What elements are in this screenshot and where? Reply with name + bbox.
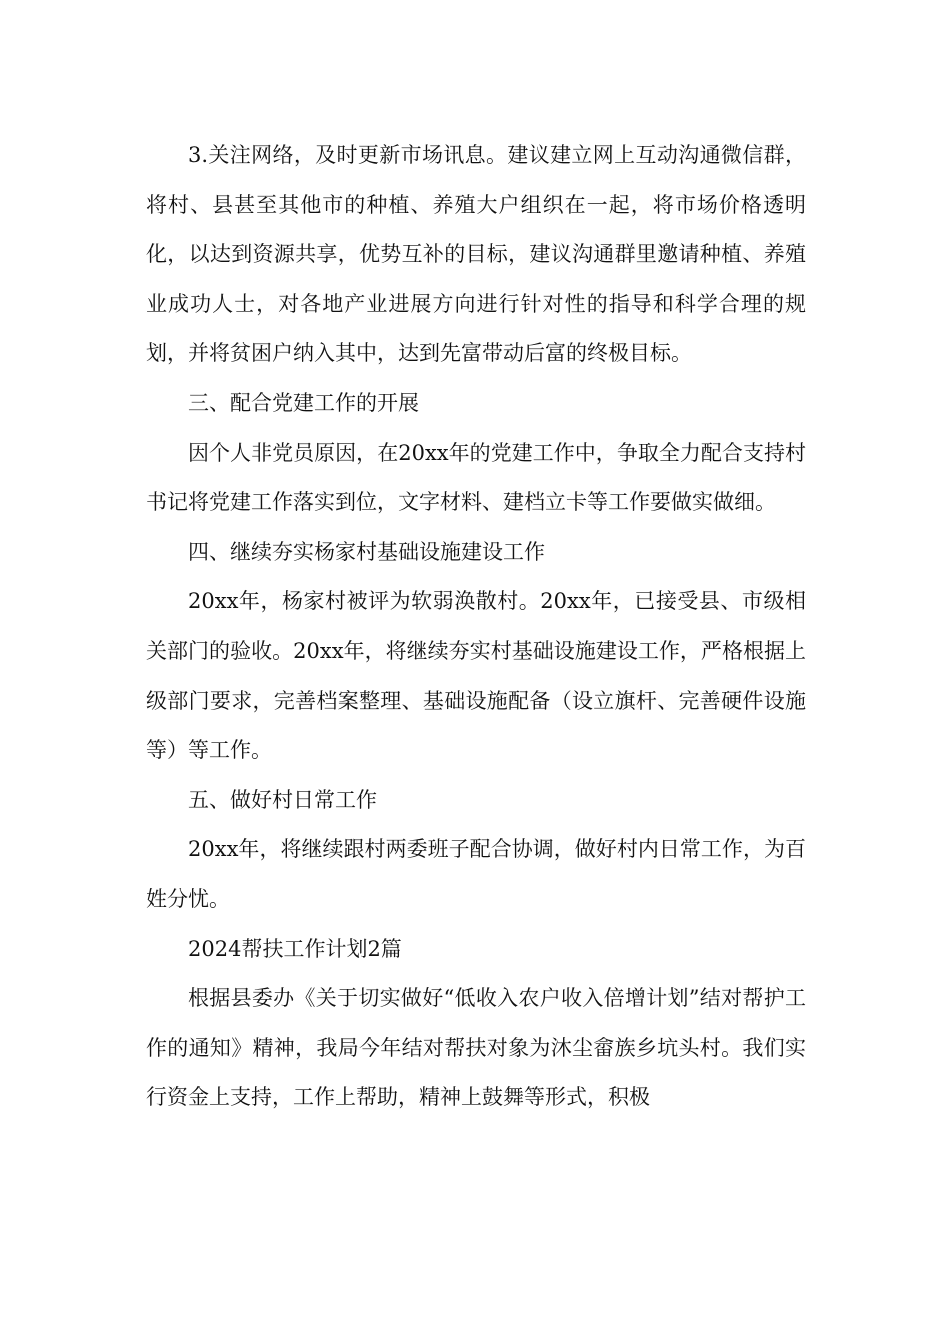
document-subtitle: 2024帮扶工作计划2篇 bbox=[188, 936, 402, 961]
document-body bbox=[146, 131, 806, 1123]
paragraph-party-building: 因个人非党员原因，在20xx年的党建工作中，争取全力配合支持村书记将党建工作落实到位，文字材料、建档立卡等工作要做实做细。 bbox=[146, 440, 806, 515]
paragraph-assistance-plan: 根据县委办《关于切实做好“低收入农户收入倍增计划”结对帮护工作的通知》精神，我局今年结对帮扶对象为沐尘畲族乡坑头村。我们实行资金上支持，工作上帮助，精神上鼓舞等形式，积极 bbox=[146, 986, 806, 1110]
paragraph-network-market-info: 3.关注网络，及时更新市场讯息。建议建立网上互动沟通微信群，将村、县甚至其他市的种植、养殖大户组织在一起，将市场价格透明化，以达到资源共享，优势互补的目标，建议沟通群里邀请种植、养殖业成功人士，对各地产业进展方向进行针对性的指导和科学合理的规划，并将贫困户纳入其中，达到先富带动后富的终极目标。 bbox=[146, 143, 806, 366]
paragraph-daily-work: 20xx年，将继续跟村两委班子配合协调，做好村内日常工作，为百姓分忧。 bbox=[146, 837, 806, 911]
section-heading-infrastructure: 四、继续夯实杨家村基础设施建设工作 bbox=[188, 539, 545, 564]
paragraph-infrastructure: 20xx年，杨家村被评为软弱涣散村。20xx年，已接受县、市级相关部门的验收。20xx年，将继续夯实村基础设施建设工作，严格根据上级部门要求，完善档案整理、基础设施配备（设立旗杆、完善硬件设施等）等工作。 bbox=[146, 589, 806, 763]
section-heading-daily-work: 五、做好村日常工作 bbox=[188, 787, 377, 812]
section-heading-party-building: 三、配合党建工作的开展 bbox=[188, 390, 419, 415]
